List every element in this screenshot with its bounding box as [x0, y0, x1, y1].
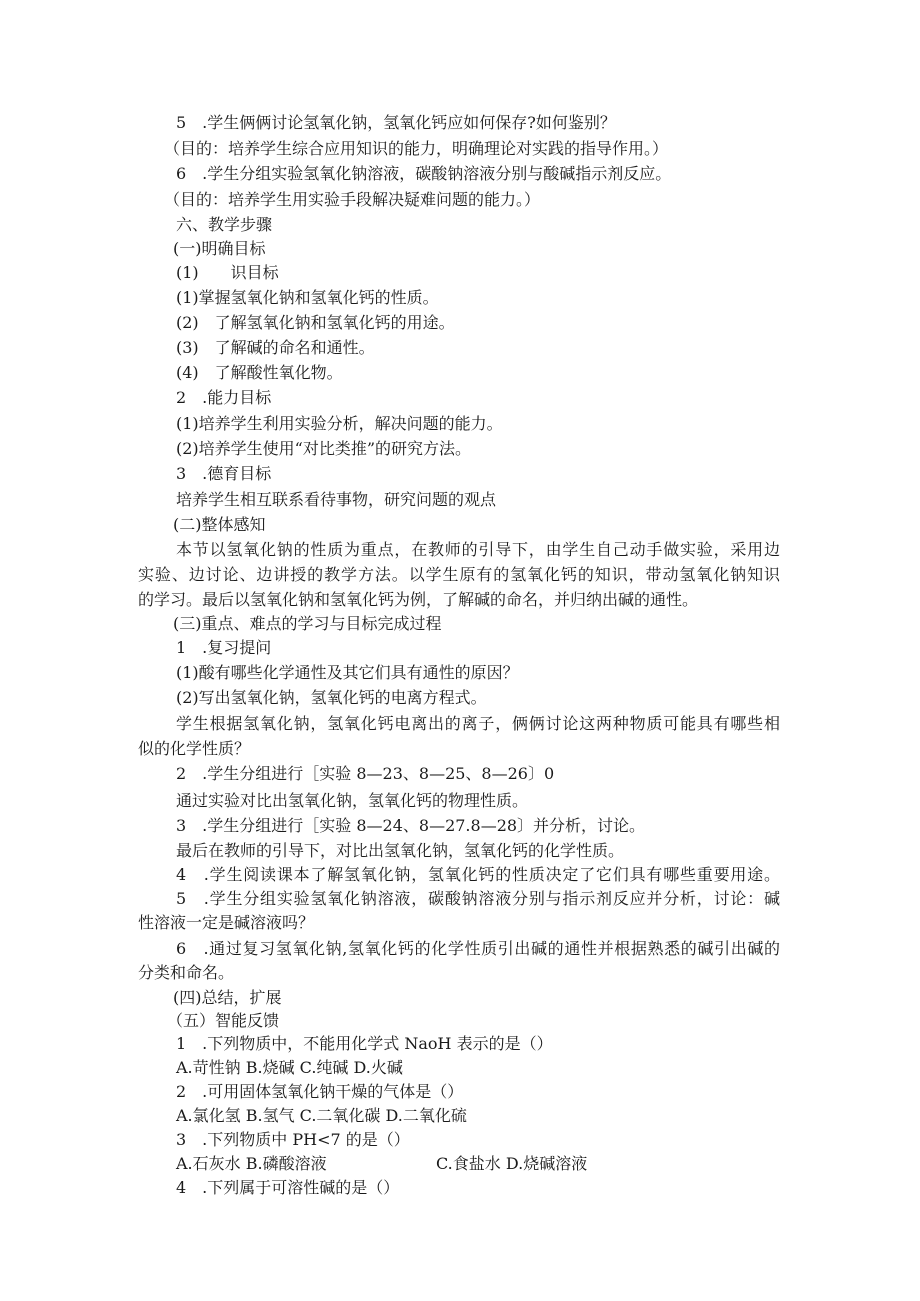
text-line: 3 .学生分组进行［实验 8—24、8—27.8—28〕并分析，讨论。	[176, 816, 646, 835]
subsection-heading: （五）智能反馈	[167, 1011, 280, 1030]
text-line: 2 .学生分组进行［实验 8—23、8—25、8—26〕0	[176, 764, 555, 783]
question-line: 3 .下列物质中 PH<7 的是（）	[176, 1130, 410, 1149]
text-line: 培养学生相互联系看待事物，研究问题的观点	[176, 490, 497, 509]
question-line: 4 .下列属于可溶性碱的是（）	[176, 1178, 400, 1197]
answer-options: A.氯化氢 B.氢气 C.二氧化碳 D.二氧化硫	[176, 1106, 467, 1125]
subsection-heading: (四)总结，扩展	[173, 988, 282, 1007]
text-line: (2)培养学生使用“对比类推”的研究方法。	[176, 439, 472, 458]
subsection-heading: (一)明确目标	[173, 239, 266, 258]
text-line: (1) 识目标	[176, 263, 279, 282]
text-line: 3 .德育目标	[176, 464, 272, 483]
paragraph-line: 学生根据氢氧化钠，氢氧化钙电离出的离子，俩俩讨论这两种物质可能具有哪些相	[176, 714, 780, 733]
text-line: 1 .复习提问	[176, 638, 272, 657]
section-heading: 六、教学步骤	[176, 215, 273, 234]
paragraph-line: 实验、边讨论、边讲授的教学方法。以学生原有的氢氧化钙的知识，带动氢氧化钠知识	[138, 565, 780, 584]
answer-options: A.石灰水 B.磷酸溶液	[176, 1154, 327, 1173]
text-line: (2) 了解氢氧化钠和氢氧化钙的用途。	[176, 313, 455, 332]
text-line: （目的：培养学生综合应用知识的能力，明确理论对实践的指导作用。）	[164, 139, 669, 158]
subsection-heading: (二)整体感知	[173, 515, 266, 534]
text-line: 6 .学生分组实验氢氧化钠溶液，碳酸钠溶液分别与酸碱指示剂反应。	[176, 164, 672, 183]
text-line: （目的：培养学生用实验手段解决疑难问题的能力。）	[164, 190, 541, 209]
question-line: 2 .可用固体氢氧化钠干燥的气体是（）	[176, 1082, 464, 1101]
paragraph-line: 似的化学性质？	[138, 739, 251, 758]
paragraph-line: 的学习。最后以氢氧化钠和氢氧化钙为例，了解碱的命名，并归纳出碱的通性。	[138, 590, 699, 609]
text-line: (1)酸有哪些化学通性及其它们具有通性的原因？	[176, 663, 519, 682]
text-line: (1)培养学生利用实验分析，解决问题的能力。	[176, 414, 503, 433]
paragraph-line: 性溶液一定是碱溶液吗？	[138, 913, 315, 932]
text-line: 通过实验对比出氢氧化钠，氢氧化钙的物理性质。	[176, 791, 529, 810]
answer-options: C.食盐水 D.烧碱溶液	[436, 1154, 588, 1173]
question-line: 1 .下列物质中，不能用化学式 NaoH 表示的是（）	[176, 1034, 553, 1053]
text-line: (1)掌握氢氧化钠和氢氧化钙的性质。	[176, 288, 439, 307]
subsection-heading: (三)重点、难点的学习与目标完成过程	[173, 614, 442, 633]
paragraph-line: 分类和命名。	[138, 963, 235, 982]
paragraph-line: 本节以氢氧化钠的性质为重点，在教师的引导下，由学生自己动手做实验，采用边	[176, 540, 780, 559]
text-line: (2)写出氢氧化钠，氢氧化钙的电离方程式。	[176, 688, 487, 707]
text-line: (3) 了解碱的命名和通性。	[176, 338, 375, 357]
text-line: 5 .学生俩俩讨论氢氧化钠，氢氧化钙应如何保存?如何鉴别？	[176, 113, 616, 132]
text-line: (4) 了解酸性氧化物。	[176, 363, 343, 382]
paragraph-line: 4 .学生阅读课本了解氢氧化钠，氢氧化钙的性质决定了它们具有哪些重要用途。	[176, 865, 780, 884]
paragraph-line: 6 .通过复习氢氧化钠,氢氧化钙的化学性质引出碱的通性并根据熟悉的碱引出碱的	[176, 939, 780, 958]
text-line: 2 .能力目标	[176, 388, 272, 407]
text-line: 最后在教师的引导下，对比出氢氧化钠，氢氧化钙的化学性质。	[176, 841, 625, 860]
answer-options: A.苛性钠 B.烧碱 C.纯碱 D.火碱	[176, 1058, 403, 1077]
paragraph-line: 5 .学生分组实验氢氧化钠溶液，碳酸钠溶液分别与指示剂反应并分析，讨论：碱	[176, 889, 780, 908]
